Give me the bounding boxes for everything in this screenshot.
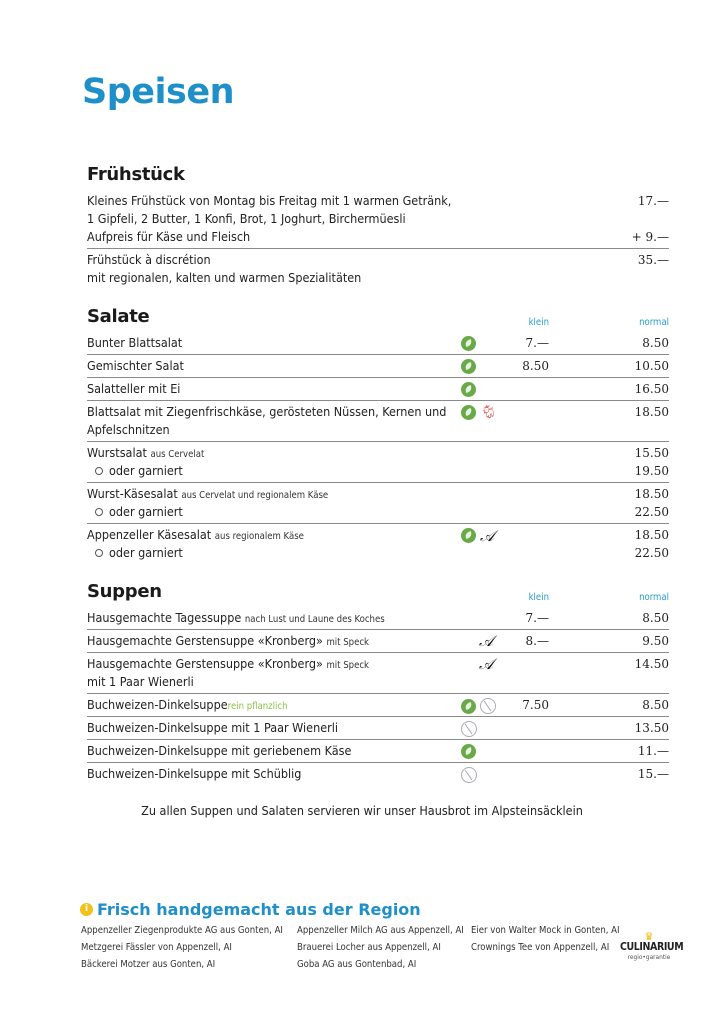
- menu-item: [87, 401, 669, 442]
- vegetarian-icon: [461, 699, 476, 714]
- item-name: Wurstsalat: [87, 445, 147, 460]
- menu-item: [87, 378, 669, 401]
- item-name-cont: Apfelschnitzen: [87, 422, 170, 437]
- item-description: 1 Gipfeli, 2 Butter, 1 Konfi, Brot, 1 Joghurt, Birchermüesli: [87, 211, 406, 226]
- item-note: aus Cervelat: [150, 449, 205, 460]
- menu-item: [87, 442, 669, 483]
- item-name: Wurst-Käsesalat: [87, 486, 178, 501]
- appenzell-icon: 𝒜: [480, 526, 495, 545]
- price-normal: 14.50: [634, 657, 669, 671]
- supplier: Goba AG aus Gontenbad, AI: [297, 959, 417, 970]
- price-normal: 13.50: [634, 721, 669, 735]
- price-normal: 8.50: [642, 336, 669, 350]
- section-suppen: [87, 581, 669, 785]
- supplier: Crownings Tee von Appenzell, AI: [471, 942, 610, 953]
- price-normal: 18.50: [634, 405, 669, 419]
- vegetarian-icon: [461, 528, 476, 543]
- region-heading: [80, 900, 421, 919]
- supplier: Appenzeller Ziegenprodukte AG aus Gonten, AI: [81, 925, 283, 936]
- item-name-cont: mit 1 Paar Wienerli: [87, 674, 194, 689]
- price-normal: 8.50: [642, 698, 669, 712]
- gluten-free-icon: [461, 721, 477, 737]
- item-note: nach Lust und Laune des Koches: [244, 614, 385, 625]
- supplier-list-2: [297, 922, 464, 973]
- column-header-klein: klein: [528, 317, 549, 328]
- menu-item: [87, 483, 669, 524]
- item-note: aus Cervelat und regionalem Käse: [181, 490, 329, 501]
- price-normal: 18.50: [634, 487, 669, 501]
- price-normal: 10.50: [634, 359, 669, 373]
- vegetarian-icon: [461, 744, 476, 759]
- column-header-normal: normal: [639, 317, 669, 328]
- item-name: Bunter Blattsalat: [87, 335, 183, 350]
- supplier: Bäckerei Motzer aus Gonten, AI: [81, 959, 216, 970]
- page-title: Speisen: [82, 72, 234, 112]
- item-name: Buchweizen-Dinkelsuppe mit geriebenem Käse: [87, 743, 352, 758]
- gluten-free-icon: [461, 767, 477, 783]
- menu-item: [87, 694, 669, 717]
- bullet-icon: [95, 467, 103, 475]
- price-normal: 18.50: [634, 528, 669, 542]
- item-note: rein pflanzlich: [227, 701, 288, 712]
- item-name: Frühstück à discrétion: [87, 252, 211, 267]
- section-title: Suppen: [87, 581, 162, 602]
- item-name: Hausgemachte Gerstensuppe «Kronberg»: [87, 656, 323, 671]
- item-name: Blattsalat mit Ziegenfrischkäse, gerösteten Nüssen, Kernen und: [87, 404, 447, 419]
- item-option: oder garniert: [109, 504, 183, 519]
- supplier: Metzgerei Fässler von Appenzell, AI: [81, 942, 232, 953]
- supplier: Eier von Walter Mock in Gonten, AI: [471, 925, 620, 936]
- item-name: Gemischter Salat: [87, 358, 184, 373]
- price-normal: 15.—: [637, 767, 669, 781]
- vegetarian-icon: [461, 336, 476, 351]
- item-name: Kleines Frühstück von Montag bis Freitag mit 1 warmen Getränk,: [87, 193, 452, 208]
- item-note: mit Speck: [326, 637, 369, 648]
- section-title: Salate: [87, 306, 150, 327]
- supplier: Appenzeller Milch AG aus Appenzell, AI: [297, 925, 464, 936]
- item-extra: Aufpreis für Käse und Fleisch: [87, 229, 251, 244]
- column-header-klein: klein: [528, 592, 549, 603]
- menu-item: [87, 249, 669, 289]
- bullet-icon: [95, 508, 103, 516]
- culinarium-logo: [620, 930, 684, 961]
- price-normal: 15.50: [634, 446, 669, 460]
- item-name: Buchweizen-Dinkelsuppe mit 1 Paar Wienerli: [87, 720, 338, 735]
- section-fruehstueck: [87, 164, 669, 289]
- price-klein: 7.—: [525, 336, 549, 350]
- item-option: oder garniert: [109, 463, 183, 478]
- appenzell-icon: 𝒜: [479, 655, 494, 673]
- region-title: Frisch handgemacht aus der Region: [97, 900, 421, 919]
- menu-item: [87, 607, 669, 630]
- vegetarian-icon: [461, 359, 476, 374]
- price-normal: 8.50: [642, 611, 669, 625]
- item-price: + 9.—: [631, 230, 669, 244]
- goat-icon: 🐐︎: [480, 404, 497, 420]
- appenzell-icon: 𝒜: [479, 632, 494, 650]
- price-normal: 16.50: [634, 382, 669, 396]
- logo-subtitle: regio•garantie: [627, 953, 671, 961]
- info-icon: i: [80, 903, 93, 916]
- item-note: aus regionalem Käse: [214, 531, 304, 542]
- menu-item: [87, 190, 669, 249]
- price-normal: 11.—: [637, 744, 669, 758]
- option-price: 22.50: [634, 505, 669, 519]
- crown-icon: ♛: [644, 930, 654, 943]
- menu-item: [87, 332, 669, 355]
- option-price: 22.50: [634, 546, 669, 560]
- menu-item: [87, 763, 669, 785]
- option-price: 19.50: [634, 464, 669, 478]
- gluten-free-icon: [480, 698, 496, 714]
- price-klein: 7.50: [522, 698, 549, 712]
- supplier: Brauerei Locher aus Appenzell, AI: [297, 942, 441, 953]
- item-description: mit regionalen, kalten und warmen Spezialitäten: [87, 270, 362, 285]
- item-price: 35.—: [637, 253, 669, 267]
- item-name: Hausgemachte Gerstensuppe «Kronberg»: [87, 633, 323, 648]
- vegetarian-icon: [461, 405, 476, 420]
- bullet-icon: [95, 549, 103, 557]
- section-salate: [87, 306, 669, 564]
- supplier-list-3: [471, 922, 620, 956]
- supplier-list-1: [81, 922, 283, 973]
- section-title: Frühstück: [87, 164, 185, 185]
- menu-item: [87, 653, 669, 694]
- menu-item: [87, 524, 669, 564]
- item-price: 17.—: [637, 194, 669, 208]
- price-klein: 8.—: [525, 634, 549, 648]
- item-name: Appenzeller Käsesalat: [87, 527, 212, 542]
- item-name: Buchweizen-Dinkelsuppe mit Schüblig: [87, 766, 302, 781]
- item-note: mit Speck: [326, 660, 369, 671]
- menu-item: [87, 717, 669, 740]
- column-header-normal: normal: [639, 592, 669, 603]
- bread-note: Zu allen Suppen und Salaten servieren wir unser Hausbrot im Alpsteinsäcklein: [141, 803, 583, 818]
- menu-item: [87, 630, 669, 653]
- logo-name: CULINARIUM: [620, 941, 684, 953]
- item-name: Buchweizen-Dinkelsuppe: [87, 697, 228, 712]
- item-name: Hausgemachte Tagessuppe: [87, 610, 242, 625]
- price-klein: 7.—: [525, 611, 549, 625]
- menu-item: [87, 740, 669, 763]
- price-klein: 8.50: [522, 359, 549, 373]
- vegetarian-icon: [461, 382, 476, 397]
- item-name: Salatteller mit Ei: [87, 381, 181, 396]
- item-option: oder garniert: [109, 545, 183, 560]
- price-normal: 9.50: [642, 634, 669, 648]
- menu-item: [87, 355, 669, 378]
